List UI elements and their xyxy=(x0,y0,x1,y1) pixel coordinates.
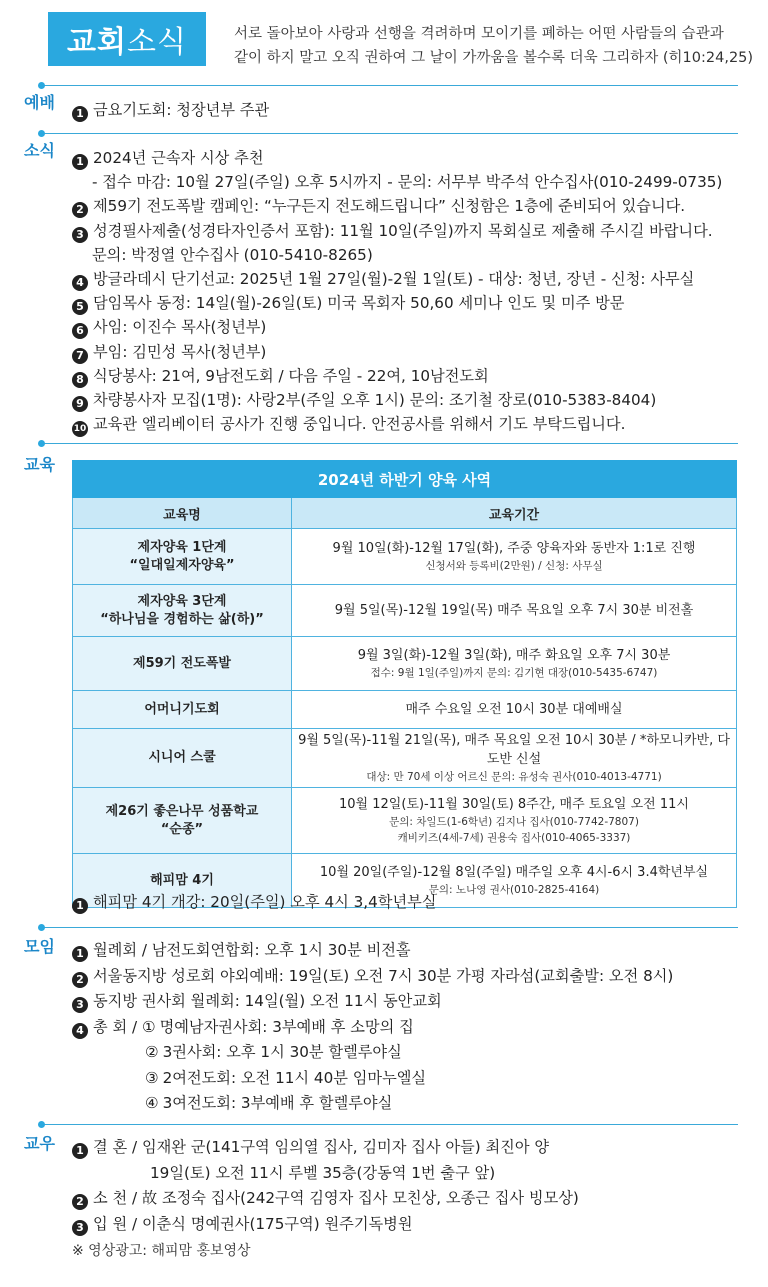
course-name-line: “하나님을 경험하는 삶(하)” xyxy=(100,611,264,627)
list-item xyxy=(72,315,266,339)
cell-course-name xyxy=(73,788,292,854)
section-divider xyxy=(40,1124,738,1125)
item-text: 교육관 엘리베이터 공사가 진행 중입니다. 안전공사를 위해서 기도 부탁드립니다. xyxy=(93,415,626,434)
item-text: 3여전도회: 3부예배 후 할렐루야실 xyxy=(162,1094,393,1112)
period-detail: 문의: 차일드(1-6학년) 김지나 집사(010-7742-7807) xyxy=(389,816,639,828)
course-name-line: 시니어 스쿨 xyxy=(148,750,216,765)
verse-line: 서로 돌아보아 사랑과 선행을 격려하며 모이기를 폐하는 어떤 사람들의 습관과 xyxy=(234,26,724,42)
column-header-name: 교육명 xyxy=(73,498,292,529)
item-text: 월례회 / 남전도회연합회: 오후 1시 30분 비전홀 xyxy=(93,941,411,959)
item-text: 제59기 전도폭발 캠페인: “누구든지 전도해드립니다” 신청함은 1층에 준비되어 있습니다. xyxy=(93,197,686,216)
verse-line: 같이 하지 말고 오직 권하여 그 날이 가까움을 볼수록 더욱 그리하자 (히10:24,25) xyxy=(234,50,754,66)
number-badge: 6 xyxy=(72,323,88,339)
list-item xyxy=(72,194,685,218)
table-row xyxy=(73,529,737,585)
cell-course-period xyxy=(292,691,737,729)
course-name-line: 제26기 좋은나무 성품학교 xyxy=(105,803,259,819)
item-text: 서울동지방 성로회 야외예배: 19일(토) 오전 7시 30분 가평 자라섬(교회출발: 오전 8시) xyxy=(93,966,674,985)
title-bold: 교회 xyxy=(67,25,127,60)
period-detail: 문의: 노나영 권사(010-2825-4164) xyxy=(428,884,600,896)
number-badge: 5 xyxy=(72,299,88,315)
item-text: 성경필사제출(성경타자인증서 포함): 11월 10일(주일)까지 목회실로 제출해 주시길 바랍니다. xyxy=(93,221,713,240)
cell-course-name xyxy=(73,691,292,729)
list-item xyxy=(72,340,266,364)
item-text: 해피맘 4기 개강: 20일(주일) 오후 4시 3,4학년부실 xyxy=(93,893,437,911)
cell-course-period xyxy=(292,729,737,788)
item-text: 담임목사 동정: 14일(월)-26일(토) 미국 목회자 50,60 세미나 인도 및 미주 방문 xyxy=(93,294,625,313)
cell-course-period xyxy=(292,529,737,585)
title-light: 소식 xyxy=(127,25,187,60)
cell-course-period xyxy=(292,788,737,854)
sub-number: ① xyxy=(141,1017,156,1036)
item-prefix: 총 회 / xyxy=(93,1017,142,1036)
section-divider xyxy=(40,927,738,928)
period-text: 9월 5일(목)-12월 19일(목) 매주 목요일 오후 7시 30분 비전홀 xyxy=(334,603,694,618)
list-item xyxy=(72,388,656,412)
number-badge: 1 xyxy=(72,1143,88,1159)
course-name-line: 제자양육 3단계 xyxy=(137,593,227,609)
number-badge: 3 xyxy=(72,997,88,1013)
item-text: - 접수 마감: 10월 27일(주일) 오후 5시까지 - 문의: 서무부 박주석 안수집사(010-2499-0735) xyxy=(92,173,723,192)
course-name-line: “순종” xyxy=(160,821,204,837)
table-row xyxy=(73,585,737,637)
list-item xyxy=(72,989,442,1013)
item-text: 19일(토) 오전 11시 루벨 35층(강동역 1번 출구 앞) xyxy=(150,1163,496,1182)
period-text: 9월 5일(목)-11월 21일(목), 매주 목요일 오전 10시 30분 / *하모니카반, 다도반 신설 xyxy=(298,733,730,767)
table-row xyxy=(73,729,737,788)
sub-number: ④ xyxy=(145,1094,159,1112)
period-detail: 신청서와 등록비(2만원) / 신청: 사무실 xyxy=(425,560,603,572)
section-label-fellowship: 교우 xyxy=(24,1134,55,1153)
period-text: 9월 3일(화)-12월 3일(화), 매주 화요일 오후 7시 30분 xyxy=(357,648,671,663)
course-name-line: 어머니기도회 xyxy=(144,701,220,717)
section-label-worship: 예배 xyxy=(24,93,55,112)
number-badge: 2 xyxy=(72,202,88,218)
list-item xyxy=(72,890,436,914)
cell-course-period xyxy=(292,585,737,637)
number-badge: 4 xyxy=(72,1023,88,1039)
list-item xyxy=(150,1161,495,1185)
cell-course-name xyxy=(73,585,292,637)
list-item xyxy=(72,1186,579,1210)
item-text: 사임: 이진수 목사(청년부) xyxy=(93,318,267,337)
item-text: 차량봉사자 모집(1명): 사랑2부(주일 오후 1시) 문의: 조기철 장로(010-5383-8404) xyxy=(93,391,657,409)
list-item xyxy=(72,1015,414,1039)
item-text: 부임: 김민성 목사(청년부) xyxy=(93,342,267,361)
number-badge: 1 xyxy=(72,106,88,122)
cell-course-name xyxy=(73,529,292,585)
course-name-line: 제자양육 1단계 xyxy=(137,539,227,555)
page-title xyxy=(48,12,206,66)
list-item xyxy=(92,170,722,194)
sub-number: ② xyxy=(145,1043,159,1061)
cell-course-period xyxy=(292,637,737,691)
cell-course-name xyxy=(73,729,292,788)
column-header-period: 교육기간 xyxy=(292,498,737,529)
number-badge: 2 xyxy=(72,1194,88,1210)
list-item xyxy=(72,146,264,170)
cell-course-name xyxy=(73,637,292,691)
number-badge: 3 xyxy=(72,1220,88,1236)
period-text: 매주 수요일 오전 10시 30분 대예배실 xyxy=(405,702,623,717)
list-item xyxy=(145,1091,392,1115)
list-item xyxy=(72,291,624,315)
number-badge: 10 xyxy=(72,421,88,437)
table-row xyxy=(73,637,737,691)
number-badge: 3 xyxy=(72,227,88,243)
item-text: 3권사회: 오후 1시 30분 할렐루야실 xyxy=(162,1043,402,1061)
list-item xyxy=(72,219,713,243)
section-label-news: 소식 xyxy=(24,141,55,160)
item-text: 방글라데시 단기선교: 2025년 1월 27일(월)-2월 1일(토) - 대상: 청년, 장년 - 신청: 사무실 xyxy=(93,270,695,288)
item-text: 동지방 권사회 월례회: 14일(월) 오전 11시 동안교회 xyxy=(93,992,442,1010)
list-item xyxy=(72,1135,549,1159)
item-text: 입 원 / 이춘식 명예권사(175구역) 원주기독병원 xyxy=(93,1214,413,1233)
number-badge: 1 xyxy=(72,154,88,170)
item-text: 소 천 / 故 조정숙 집사(242구역 김영자 집사 모친상, 오종근 집사 빙모상) xyxy=(93,1189,579,1207)
period-detail: 캐비키즈(4세-7세) 권용숙 집사(010-4065-3337) xyxy=(397,832,631,844)
section-divider xyxy=(40,85,738,86)
list-item xyxy=(72,938,411,962)
list-item xyxy=(145,1066,426,1090)
table-row xyxy=(73,788,737,854)
item-text: 명예남자권사회: 3부예배 후 소망의 집 xyxy=(159,1017,414,1036)
list-item xyxy=(72,364,489,388)
number-badge: 2 xyxy=(72,972,88,988)
number-badge: 8 xyxy=(72,372,88,388)
course-name-line: “일대일제자양육” xyxy=(129,557,235,573)
period-text: 10월 12일(토)-11월 30일(토) 8주간, 매주 토요일 오전 11시 xyxy=(339,797,689,812)
table-row xyxy=(73,691,737,729)
item-text: 결 혼 / 임재완 군(141구역 임의열 집사, 김미자 집사 아들) 최진아 양 xyxy=(93,1138,549,1156)
item-text: 금요기도회: 청장년부 주관 xyxy=(93,101,270,119)
course-name-line: 해피맘 4기 xyxy=(150,872,214,888)
list-item xyxy=(72,412,625,437)
section-divider xyxy=(40,133,738,134)
number-badge: 4 xyxy=(72,275,88,291)
table-title: 2024년 하반기 양육 사역 xyxy=(73,461,737,498)
period-text: 9월 10일(화)-12월 17일(화), 주중 양육자와 동반자 1:1로 진행 xyxy=(332,541,696,556)
list-item xyxy=(72,98,269,122)
period-detail: 접수: 9월 1일(주일)까지 문의: 김기현 대장(010-5435-6747) xyxy=(370,667,658,679)
sub-number: ③ xyxy=(145,1068,159,1087)
number-badge: 9 xyxy=(72,396,88,412)
item-text: 2여전도회: 오전 11시 40분 임마누엘실 xyxy=(162,1068,427,1087)
list-item xyxy=(145,1040,402,1064)
period-detail: 대상: 만 70세 이상 어르신 문의: 유성숙 권사(010-4013-4771) xyxy=(366,771,662,783)
list-item xyxy=(92,243,373,267)
item-text: 2024년 근속자 시상 추천 xyxy=(93,149,264,167)
education-table xyxy=(72,460,737,908)
item-text: 문의: 박정열 안수집사 (010-5410-8265) xyxy=(92,245,373,264)
section-divider xyxy=(40,443,738,444)
number-badge: 1 xyxy=(72,898,88,914)
section-label-meeting: 모임 xyxy=(24,937,55,956)
list-item xyxy=(72,964,673,988)
period-text: 10월 20일(주일)-12월 8일(주일) 매주일 오후 4시-6시 3.4학년부실 xyxy=(319,865,709,880)
item-text: 식당봉사: 21여, 9남전도회 / 다음 주일 - 22여, 10남전도회 xyxy=(93,366,489,385)
number-badge: 7 xyxy=(72,348,88,364)
scripture-verse xyxy=(234,22,754,70)
note-text: ※ 영상광고: 해피맘 홍보영상 xyxy=(72,1243,251,1259)
number-badge: 1 xyxy=(72,946,88,962)
list-item xyxy=(72,267,694,291)
list-item xyxy=(72,1212,413,1236)
section-label-education: 교육 xyxy=(24,455,55,474)
course-name-line: 제59기 전도폭발 xyxy=(133,655,231,671)
